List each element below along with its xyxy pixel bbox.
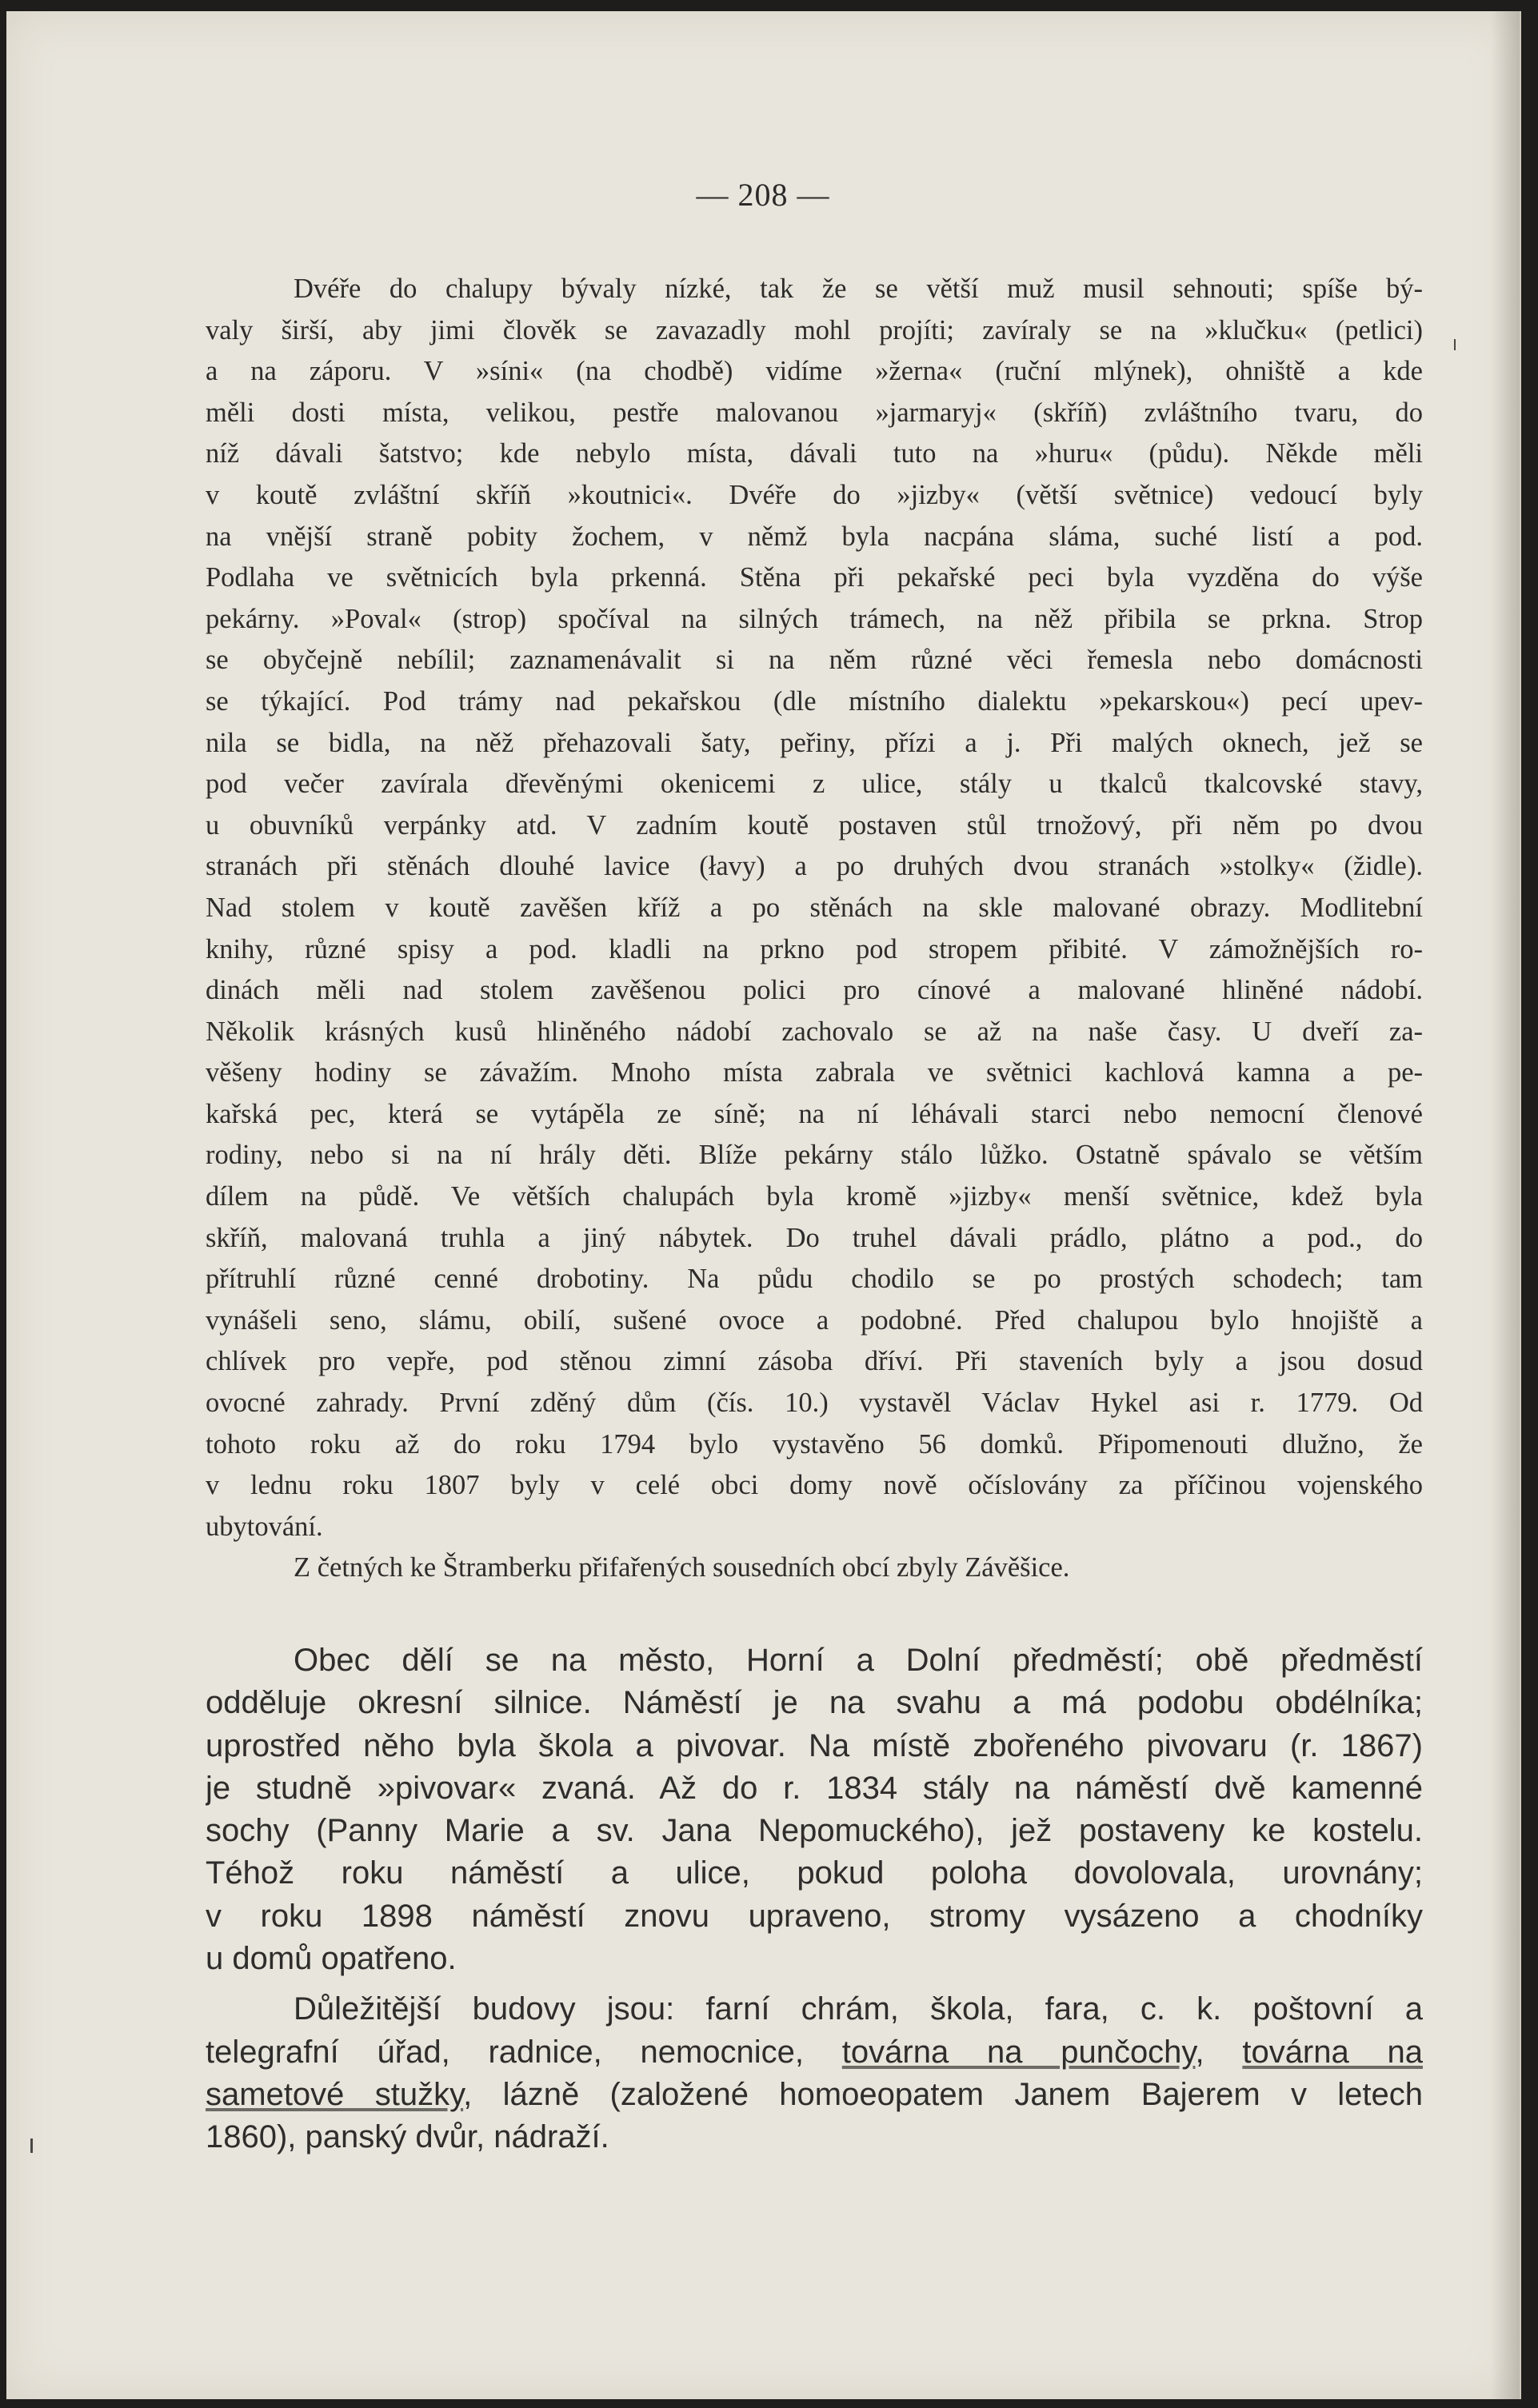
text-line: ovocné zahrady. První zděný dům (čís. 10.) vystavěl Václav Hykel asi r. 1779. Od: [206, 1388, 1423, 1419]
text-line: u domů opatřeno.: [206, 1941, 457, 1977]
underlined-factory: továrna na: [1242, 2034, 1423, 2070]
text-line: Obec dělí se na město, Horní a Dolní předměstí; obě předměstí: [294, 1643, 1423, 1678]
text-line: pod večer zavírala dřevěnými okenicemi z ulice, stály u tkalců tkalcovské stavy,: [206, 769, 1423, 800]
paragraph-town-square: [206, 1639, 1423, 1980]
text-line: a na záporu. V »síni« (na chodbě) vidíme »žerna« (ruční mlýnek), ohniště a kde: [206, 356, 1423, 387]
text-line: valy širší, aby jimi člověk se zavazadly mohl projíti; zavíraly se na »klučku« (petlici): [206, 314, 1423, 345]
text-line: odděluje okresní silnice. Náměstí je na svahu a má podobu obdélníka;: [206, 1685, 1423, 1721]
text-line: se obyčejně nebílil; zaznamenávalit si na něm různé věci řemesla nebo domácnosti: [206, 645, 1423, 676]
text-line: [206, 2074, 1423, 2116]
text-line: přítruhlí různé cenné drobotiny. Na půdu chodilo se po prostých schodech; tam: [206, 1264, 1423, 1295]
binding-shadow: [1491, 11, 1520, 2399]
text-line: skříň, malovaná truhla a jiný nábytek. Do truhel dávali prádlo, plátno a pod., do: [206, 1222, 1423, 1253]
page-number: — 208 —: [696, 177, 830, 213]
text-line: na vnější straně pobity žochem, v němž byla nacpána sláma, suché listí a pod.: [206, 521, 1423, 552]
book-page: [6, 11, 1521, 2399]
text-line: dílem na půdě. Ve větších chalupách byla kromě »jizby« menší světnice, kdež byla: [206, 1181, 1423, 1212]
paragraph-gap: [206, 1980, 1423, 1988]
text-line: v koutě zvláštní skříň »koutnici«. Dvéře do »jizby« (větší světnice) vedoucí byly: [206, 479, 1423, 510]
text-line: v lednu roku 1807 byly v celé obci domy nově očíslovány za příčinou vojenského: [206, 1470, 1423, 1501]
text-line: pekárny. »Poval« (strop) spočíval na silných trámech, na něž přibila se prkna. Strop: [206, 603, 1423, 634]
text-line: u obuvníků verpánky atd. V zadním koutě postaven stůl trnožový, při něm po dvou: [206, 809, 1423, 841]
text-line: nila se bidla, na něž přehazovali šaty, peřiny, přízi a j. Při malých oknech, jež se: [206, 727, 1423, 758]
text-line: ubytování.: [206, 1511, 323, 1542]
text-line: Z četných ke Štramberku přifařených sousedních obcí zbyly Závěšice.: [294, 1552, 1070, 1583]
text-line: Podlaha ve světnicích byla prkenná. Stěna při pekařské peci byla vyzděna do výše: [206, 562, 1423, 593]
text-line: rodiny, nebo si na ní hrály děti. Blíže pekárny stálo lůžko. Ostatně spávalo se větším: [206, 1140, 1423, 1171]
underlined-stocking-factory: továrna na punčochy: [841, 2034, 1196, 2070]
text-line: chlívek pro vepře, pod stěnou zimní zásoba dříví. Při staveních byly a jsou dosud: [206, 1346, 1423, 1377]
text-segment: ,: [1195, 2034, 1243, 2070]
paragraph-house-interior: [206, 269, 1423, 1547]
paragraph-important-buildings: [206, 1988, 1423, 2158]
text-line: tohoto roku až do roku 1794 bylo vystavěno 56 domků. Připomenouti dlužno, že: [206, 1428, 1423, 1460]
text-line: vynášeli seno, slámu, obilí, sušené ovoce a podobné. Před chalupou bylo hnojiště a: [206, 1304, 1423, 1336]
text-line: měli dosti místa, velikou, pestře malovanou »jarmaryj« (skříň) zvláštního tvaru, do: [206, 397, 1423, 428]
large-print-section: [206, 1639, 1423, 2159]
margin-mark: [30, 2138, 33, 2153]
text-segment: telegrafní úřad, radnice, nemocnice,: [206, 2034, 842, 2070]
text-line: v roku 1898 náměstí znovu upraveno, stromy vysázeno a chodníky: [206, 1898, 1423, 1934]
text-line: se týkající. Pod trámy nad pekařskou (dle místního dialektu »pekarskou«) pecí upev-: [206, 685, 1423, 717]
text-line: sochy (Panny Marie a sv. Jana Nepomuckého), jež postaveny ke kostelu.: [206, 1813, 1423, 1849]
text-line: kařská pec, která se vytápěla ze síně; na ní léhávali starci nebo nemocní členové: [206, 1098, 1423, 1129]
text-line: je studně »pivovar« zvaná. Až do r. 1834 stály na náměstí dvě kamenné: [206, 1770, 1423, 1806]
text-line: Několik krásných kusů hliněného nádobí zachovalo se až na naše časy. U dveří za-: [206, 1016, 1423, 1047]
text-line: 1860), panský dvůr, nádraží.: [206, 2119, 609, 2155]
text-line: Dvéře do chalupy bývaly nízké, tak že se větší muž musil sehnouti; spíše bý-: [294, 274, 1423, 304]
text-line: uprostřed něho byla škola a pivovar. Na místě zbořeného pivovaru (r. 1867): [206, 1727, 1423, 1763]
text-line: níž dávali šatstvo; kde nebylo místa, dávali tuto na »huru« (půdu). Někde měli: [206, 438, 1423, 469]
text-line: dinách měli nad stolem zavěšenou polici pro cínové a malované hliněné nádobí.: [206, 975, 1423, 1006]
small-print-section: [206, 269, 1423, 1589]
text-line: Důležitější budovy jsou: farní chrám, škola, fara, c. k. poštovní a: [294, 1991, 1423, 2027]
text-segment: , lázně (založené homoeopatem Janem Bajerem v letech: [463, 2076, 1423, 2112]
margin-mark: [1454, 339, 1456, 350]
text-line: Téhož roku náměstí a ulice, pokud poloha dovolovala, urovnány;: [206, 1855, 1423, 1891]
text-line: [206, 2031, 1423, 2074]
text-line: knihy, různé spisy a pod. kladli na prkno pod stropem přibité. V zámožnějších ro-: [206, 933, 1423, 964]
paragraph-neighbouring-villages: [206, 1547, 1423, 1589]
text-line: Nad stolem v koutě zavěšen kříž a po stěnách na skle malované obrazy. Modlitební: [206, 892, 1423, 923]
text-line: stranách při stěnách dlouhé lavice (łavy) a po druhých dvou stranách »stolky« (židle).: [206, 851, 1423, 882]
underlined-velvet-ribbons: sametové stužky: [206, 2076, 464, 2112]
text-line: věšeny hodiny se závažím. Mnoho místa zabrala ve světnici kachlová kamna a pe-: [206, 1057, 1423, 1088]
